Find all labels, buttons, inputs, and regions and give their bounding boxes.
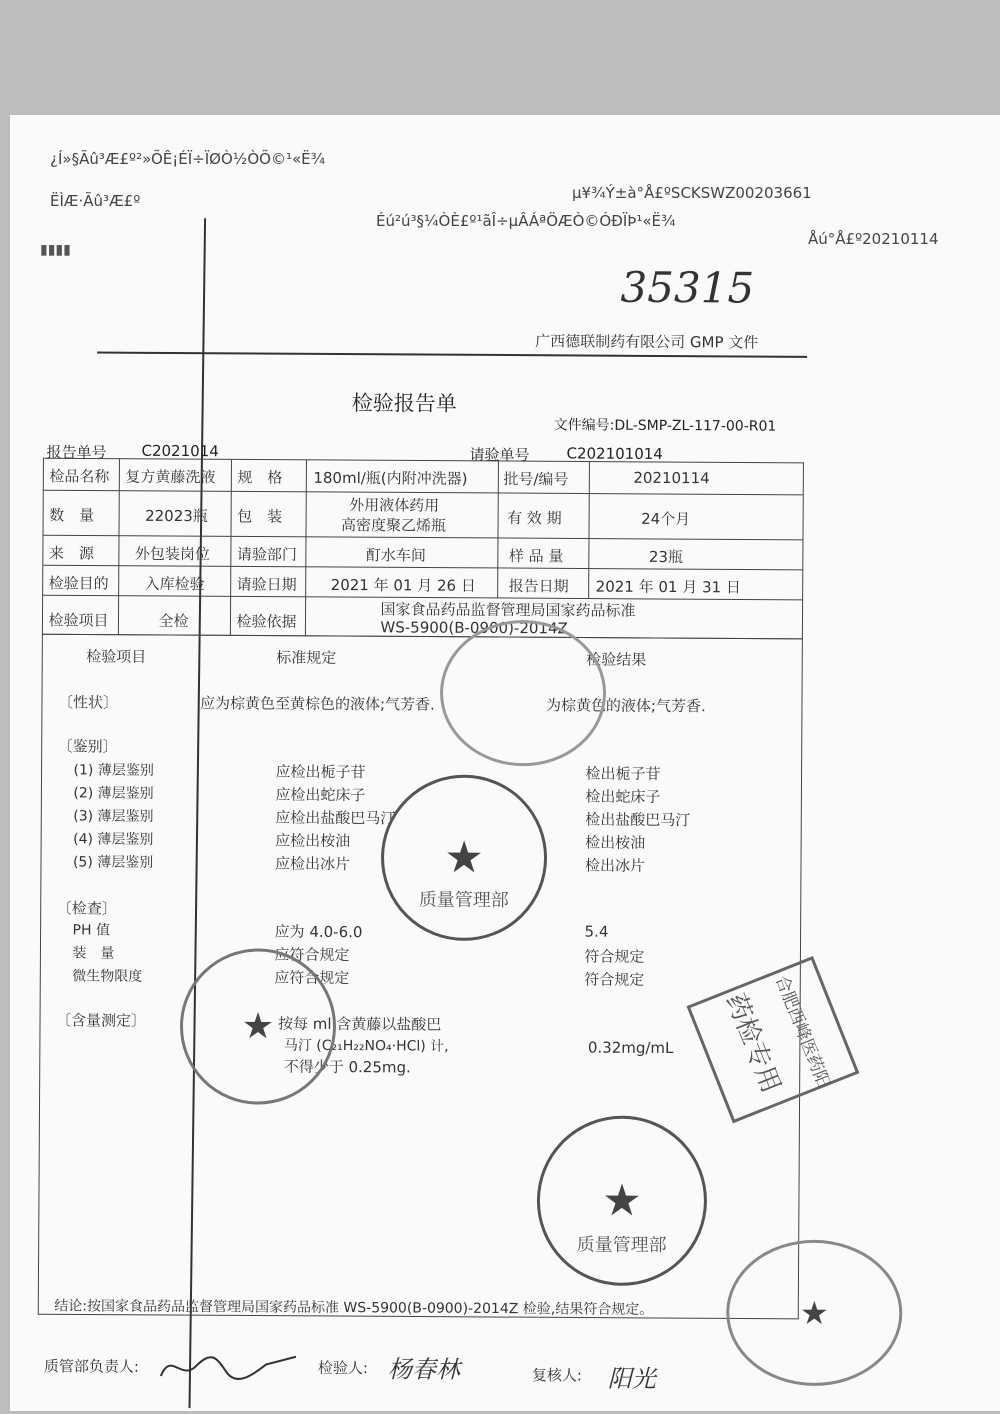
header-batch-code: Åú°Å£º20210114 [808, 230, 939, 248]
company-quality-stamp [381, 774, 548, 941]
report-no-label: 报告单号 [46, 443, 107, 462]
report-title: 检验报告单 [351, 391, 457, 416]
rect-stamp-line2: 药检专用 [719, 989, 786, 1098]
company-header: 广西德联制药有限公司 GMP 文件 [535, 332, 759, 352]
character-result: 为棕黄色的液体;气芳香. [545, 696, 706, 716]
assay-label: 〔含量测定〕 [55, 1011, 147, 1030]
handwritten-number: 35315 [620, 262, 755, 313]
cell-packaging-line2: 高密度聚乙烯瓶 [341, 516, 447, 535]
stamp-star-icon: ★ [444, 832, 484, 884]
inspect-result-1: 5.4 [584, 922, 609, 941]
stamp-star-icon: ★ [799, 1293, 829, 1333]
results-header-item: 检验项目 [86, 647, 147, 666]
cell-sample-label: 样 品 量 [508, 547, 564, 566]
ident-result-4: 检出桉油 [585, 833, 646, 852]
assay-result: 0.32mg/mL [587, 1038, 674, 1058]
ident-result-3: 检出盐酸巴马汀 [585, 810, 691, 830]
cell-expiry-label: 有 效 期 [507, 509, 562, 528]
identification-label: 〔鉴别〕 [57, 737, 118, 756]
ident-standard-5: 应检出冰片 [274, 854, 351, 874]
inspect-standard-2: 应符合规定 [274, 945, 350, 965]
qa-head-signature [156, 1346, 306, 1387]
results-header-result: 检验结果 [586, 650, 647, 669]
cell-sample: 23瓶 [648, 547, 684, 567]
cell-spec-label: 规 格 [237, 468, 283, 487]
inspection-label: 〔检查〕 [56, 899, 117, 918]
ident-standard-3: 应检出盐酸巴马汀 [275, 808, 396, 828]
inspect-result-3: 符合规定 [584, 970, 645, 989]
cell-packaging-label: 包 装 [237, 507, 283, 526]
inspect-standard-3: 应符合规定 [274, 968, 350, 988]
character-standard: 应为棕黄色至黄棕色的液体;气芳香. [199, 694, 435, 714]
cell-spec: 180ml/瓶(内附冲洗器) [313, 468, 468, 488]
inspect-item-2: 装 量 [72, 945, 115, 962]
reviewer-signature: 阳光 [607, 1364, 656, 1393]
header-product-line: ËÌÆ·Ãû³Æ£º [50, 192, 141, 210]
header-doc-code: µ¥¾Ý±à°Å£ºSCKSWZ00203661 [572, 184, 812, 202]
conclusion: 结论:按国家食品药品监督管理局国家药品标准 WS-5900(B-0900)-2014Z 检验,结果符合规定。 [54, 1298, 654, 1318]
rect-stamp-line1: 合肥西峰医药阳 [770, 972, 834, 1091]
ident-result-2: 检出蛇床子 [585, 787, 661, 806]
inspect-standard-1: 应为 4.0-6.0 [274, 922, 363, 942]
assay-standard-line2: 马汀 (C₂₁H₂₂NO₄·HCl) 计, [283, 1037, 449, 1055]
file-number: 文件编号:DL-SMP-ZL-117-00-R01 [553, 417, 777, 435]
cell-source-label: 来 源 [48, 544, 94, 563]
header-customer-line: ¿Í»§Ãû³Æ£º²»ÕÊ¡ÉÏ÷ÏØÒ½ÒÕ©¹«Ë¾ [50, 150, 326, 168]
cell-expiry: 24个月 [641, 509, 691, 529]
ident-result-5: 检出冰片 [584, 856, 646, 875]
ident-item-4: (4) 薄层鉴别 [73, 831, 154, 848]
faded-stamp-top [440, 620, 607, 767]
results-header-standard: 标准规定 [276, 648, 337, 667]
ident-standard-4: 应检出桉油 [275, 831, 351, 851]
character-label: 〔性状〕 [57, 693, 119, 712]
cell-request-date: 2021 年 01 月 26 日 [330, 575, 476, 595]
cell-basis-label: 检验依据 [236, 612, 297, 631]
inspector-signature: 杨春林 [387, 1355, 460, 1384]
ident-item-5: (5) 薄层鉴别 [72, 854, 154, 871]
cell-source: 外包装岗位 [134, 544, 210, 564]
stamp-dept-name: 质量管理部 [418, 889, 509, 912]
header-manufacturer-line: Éú²ú³§¼ÒÈ£º¹ãÎ÷µÂÁªÖÆÒ©ÓÐÏÞ¹«Ë¾ [376, 212, 676, 230]
cell-batch: 20210114 [633, 468, 710, 488]
cell-purpose-label: 检验目的 [48, 574, 109, 593]
cell-batch-label: 批号/编号 [503, 470, 569, 489]
request-no-label: 请验单号 [469, 445, 530, 465]
cell-dept: 酊水车间 [365, 546, 426, 565]
request-no-value: C202101014 [566, 444, 663, 463]
assay-standard-line1: 按每 ml 含黄藤以盐酸巴 [277, 1014, 442, 1034]
ident-item-1: (1) 薄层鉴别 [73, 762, 154, 779]
pharmacy-stamp-left [180, 948, 337, 1105]
cell-request-date-label: 请验日期 [236, 575, 297, 594]
inspect-item-1: PH 值 [72, 922, 111, 939]
stamp-dept-name: 质量管理部 [576, 1234, 667, 1257]
cell-purpose: 入库检验 [144, 574, 205, 594]
group-quality-stamp [536, 1115, 707, 1286]
cell-product-name: 复方黄藤洗液 [125, 467, 216, 487]
cell-dept-label: 请验部门 [236, 545, 297, 564]
cell-quantity-label: 数 量 [49, 506, 95, 525]
cell-basis-line2: WS-5900(B-0900)-2014Z [380, 618, 568, 638]
cell-basis-line1: 国家食品药品监督管理局国家药品标准 [380, 600, 636, 620]
inspect-result-2: 符合规定 [584, 947, 645, 966]
cell-quantity: 22023瓶 [145, 506, 208, 526]
cell-items: 全检 [158, 611, 189, 631]
inspector-label: 检验人: [317, 1358, 369, 1378]
ident-standard-1: 应检出栀子苷 [275, 762, 366, 782]
cell-report-date: 2021 年 01 月 31 日 [595, 577, 741, 597]
county-stamp-right [726, 1239, 903, 1386]
stamp-star-icon: ★ [241, 1005, 275, 1048]
qa-head-label: 质管部负责人: [43, 1357, 140, 1376]
stamp-star-icon: ★ [602, 1175, 642, 1227]
ident-result-1: 检出栀子苷 [585, 764, 661, 783]
cell-items-label: 检验项目 [48, 611, 109, 630]
ident-standard-2: 应检出蛇床子 [275, 785, 366, 805]
report-no-value: C2021014 [141, 441, 219, 461]
assay-standard-line3: 不得少于 0.25mg. [283, 1057, 411, 1077]
cell-product-name-label: 检品名称 [49, 467, 110, 486]
top-dots-decoration: ▮▮▮▮ [40, 242, 71, 258]
cell-packaging-line1: 外用液体药用 [349, 496, 440, 515]
ident-item-2: (2) 薄层鉴别 [73, 785, 154, 802]
inspect-item-3: 微生物限度 [72, 968, 143, 985]
reviewer-label: 复核人: [531, 1366, 582, 1385]
cell-report-date-label: 报告日期 [508, 577, 569, 596]
ident-item-3: (3) 薄层鉴别 [73, 808, 154, 825]
